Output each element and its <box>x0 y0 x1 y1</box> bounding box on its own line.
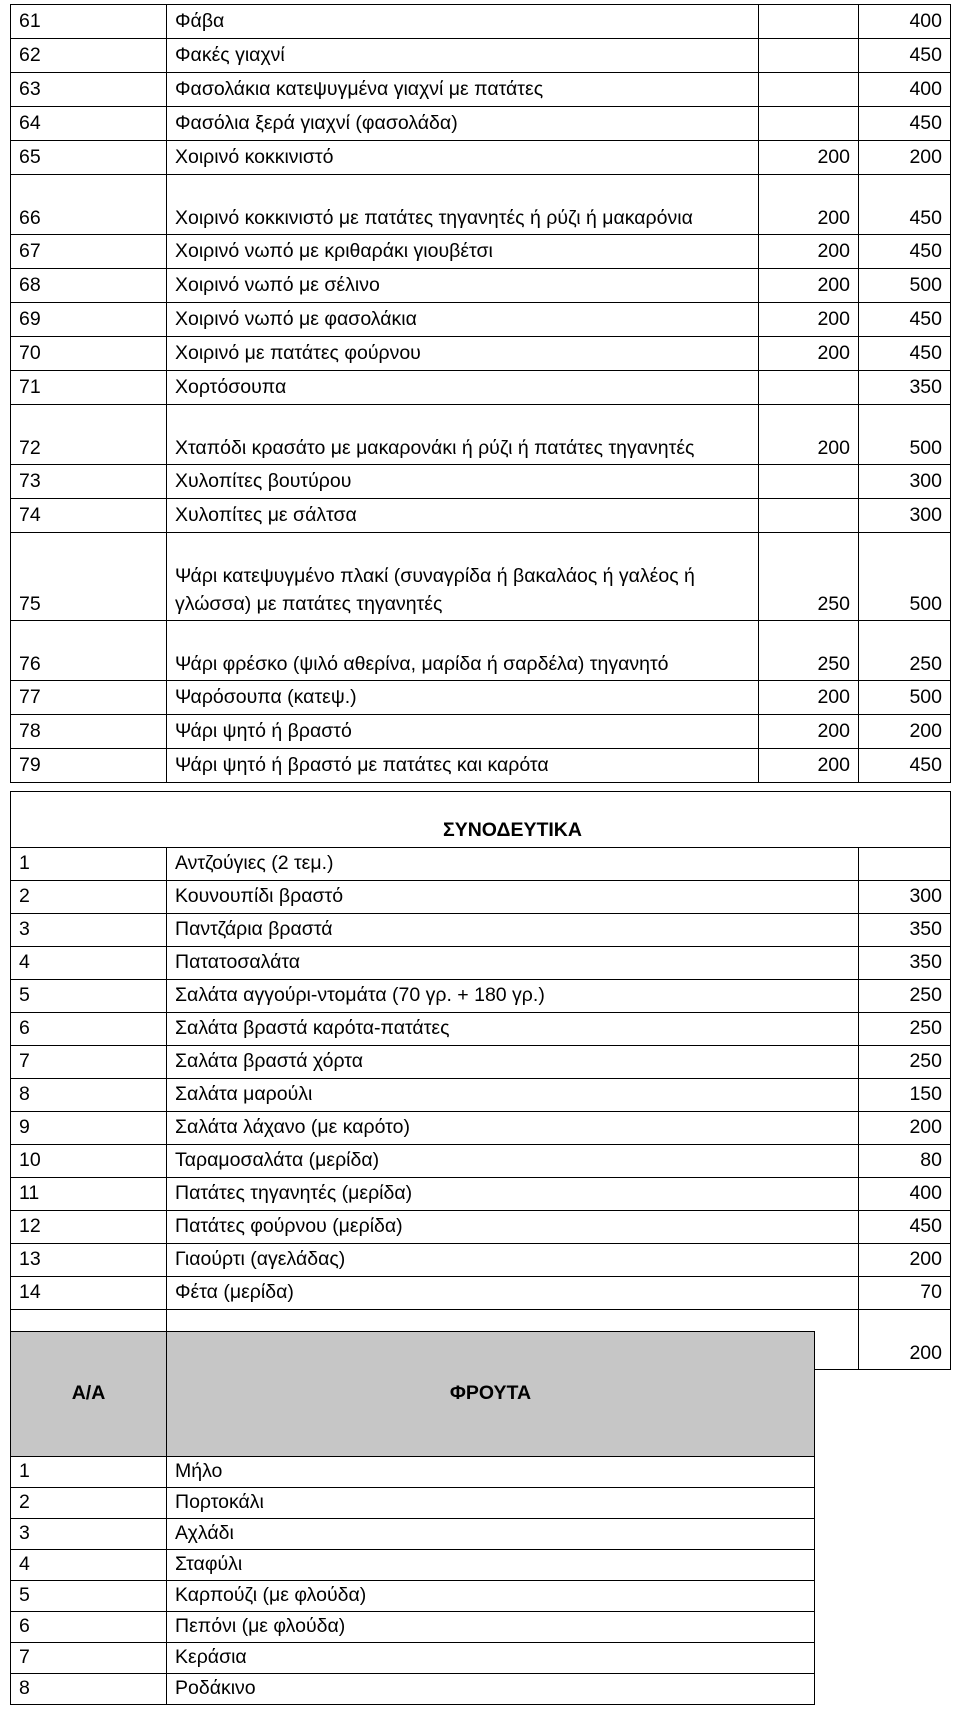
list-item <box>11 1581 815 1612</box>
row-number: 72 <box>11 405 167 465</box>
portion: 150 <box>859 1079 951 1112</box>
fruit-name: Καρπούζι (με φλούδα) <box>167 1581 815 1612</box>
row-number: 11 <box>11 1178 167 1211</box>
row-number: 70 <box>11 337 167 371</box>
portion: 400 <box>859 1178 951 1211</box>
sides-header-blank-right <box>859 791 951 848</box>
list-item <box>11 1112 951 1145</box>
side-name: Πατάτες τηγανητές (μερίδα) <box>167 1178 859 1211</box>
sides-header-row <box>11 791 951 848</box>
dish-name: Χοιρινό με πατάτες φούρνου <box>167 337 759 371</box>
portion-small: 250 <box>759 621 859 681</box>
sides-header-blank <box>11 791 167 848</box>
portion <box>859 848 951 881</box>
portion-large: 200 <box>859 715 951 749</box>
list-item <box>11 1519 815 1550</box>
table-row <box>11 235 951 269</box>
portion-small <box>759 499 859 533</box>
row-number: 77 <box>11 681 167 715</box>
portion: 350 <box>859 947 951 980</box>
portion: 300 <box>859 881 951 914</box>
portion-large: 450 <box>859 337 951 371</box>
dish-name: Χυλοπίτες με σάλτσα <box>167 499 759 533</box>
list-item <box>11 1457 815 1488</box>
portion-small <box>759 5 859 39</box>
portion: 250 <box>859 980 951 1013</box>
list-item <box>11 1612 815 1643</box>
dish-name: Ψάρι ψητό ή βραστό με πατάτες και καρότα <box>167 749 759 783</box>
row-number: 64 <box>11 107 167 141</box>
side-name: Παντζάρια βραστά <box>167 914 859 947</box>
side-name: Σαλάτα βραστά χόρτα <box>167 1046 859 1079</box>
row-number: 14 <box>11 1277 167 1310</box>
dish-name: Χοιρινό νωπό με κριθαράκι γιουβέτσι <box>167 235 759 269</box>
dish-name: Χοιρινό κοκκινιστό με πατάτες τηγανητές ή ρύζι ή μακαρόνια <box>167 175 759 235</box>
side-name: Φέτα (μερίδα) <box>167 1277 859 1310</box>
portion: 200 <box>859 1112 951 1145</box>
list-item <box>11 1079 951 1112</box>
portion-large: 450 <box>859 303 951 337</box>
fruits-table <box>10 1331 815 1705</box>
portion: 250 <box>859 1013 951 1046</box>
list-item <box>11 1244 951 1277</box>
fruits-header-row <box>11 1332 815 1457</box>
list-item <box>11 1178 951 1211</box>
portion-small: 200 <box>759 715 859 749</box>
list-item <box>11 947 951 980</box>
row-number: 75 <box>11 533 167 621</box>
table-row <box>11 337 951 371</box>
sides-title: ΣΥΝΟΔΕΥΤΙΚΑ <box>443 819 582 841</box>
portion-large: 450 <box>859 39 951 73</box>
portion-small <box>759 371 859 405</box>
portion-large: 400 <box>859 73 951 107</box>
table-row <box>11 73 951 107</box>
portion: 350 <box>859 914 951 947</box>
fruit-name: Πορτοκάλι <box>167 1488 815 1519</box>
side-name: Σαλάτα λάχανο (με καρότο) <box>167 1112 859 1145</box>
list-item <box>11 1013 951 1046</box>
row-number: 2 <box>11 881 167 914</box>
list-item <box>11 1145 951 1178</box>
table-row <box>11 681 951 715</box>
table-row <box>11 303 951 337</box>
table-row <box>11 499 951 533</box>
row-number: 61 <box>11 5 167 39</box>
list-item <box>11 1643 815 1674</box>
dish-name: Χοιρινό νωπό με σέλινο <box>167 269 759 303</box>
list-item <box>11 914 951 947</box>
portion-small <box>759 465 859 499</box>
portion-large: 350 <box>859 371 951 405</box>
portion: 250 <box>859 1046 951 1079</box>
row-number: 6 <box>11 1612 167 1643</box>
portion-large: 450 <box>859 749 951 783</box>
fruit-name: Αχλάδι <box>167 1519 815 1550</box>
portion-small: 200 <box>759 405 859 465</box>
row-number: 66 <box>11 175 167 235</box>
dish-name: Φάβα <box>167 5 759 39</box>
row-number: 5 <box>11 1581 167 1612</box>
portion-small: 200 <box>759 681 859 715</box>
list-item <box>11 1046 951 1079</box>
side-name: Κουνουπίδι βραστό <box>167 881 859 914</box>
table-row <box>11 533 951 621</box>
row-number: 7 <box>11 1643 167 1674</box>
row-number: 62 <box>11 39 167 73</box>
portion-large: 500 <box>859 269 951 303</box>
fruits-body <box>11 1332 815 1705</box>
row-number: 76 <box>11 621 167 681</box>
row-number: 3 <box>11 1519 167 1550</box>
row-number: 69 <box>11 303 167 337</box>
table-row <box>11 371 951 405</box>
table-row <box>11 141 951 175</box>
fruits-title: ΦΡΟΥΤΑ <box>167 1332 815 1457</box>
portion-small: 200 <box>759 235 859 269</box>
table-row <box>11 465 951 499</box>
table-row <box>11 621 951 681</box>
list-item <box>11 1277 951 1310</box>
list-item <box>11 1674 815 1705</box>
row-number: 4 <box>11 947 167 980</box>
fruit-name: Μήλο <box>167 1457 815 1488</box>
row-number: 71 <box>11 371 167 405</box>
table-row <box>11 39 951 73</box>
portion-large: 500 <box>859 533 951 621</box>
table-row <box>11 5 951 39</box>
row-number: 12 <box>11 1211 167 1244</box>
side-name: Ταραμοσαλάτα (μερίδα) <box>167 1145 859 1178</box>
portion-large: 250 <box>859 621 951 681</box>
portion-large: 450 <box>859 107 951 141</box>
list-item <box>11 1488 815 1519</box>
fruit-name: Ροδάκινο <box>167 1674 815 1705</box>
portion: 70 <box>859 1277 951 1310</box>
fruits-col-num: Α/Α <box>11 1332 167 1457</box>
dish-name: Φασολάκια κατεψυγμένα γιαχνί με πατάτες <box>167 73 759 107</box>
dish-name: Χορτόσουπα <box>167 371 759 405</box>
row-number: 79 <box>11 749 167 783</box>
sides-table <box>10 791 951 1370</box>
row-number: 5 <box>11 980 167 1013</box>
list-item <box>11 1550 815 1581</box>
dish-name: Χυλοπίτες βουτύρου <box>167 465 759 499</box>
dish-name: Φασόλια ξερά γιαχνί (φασολάδα) <box>167 107 759 141</box>
side-name: Πατατοσαλάτα <box>167 947 859 980</box>
table-row <box>11 749 951 783</box>
row-number: 4 <box>11 1550 167 1581</box>
side-name: Γιαούρτι (αγελάδας) <box>167 1244 859 1277</box>
row-number: 3 <box>11 914 167 947</box>
portion-small: 250 <box>759 533 859 621</box>
table-row <box>11 175 951 235</box>
table-row <box>11 405 951 465</box>
row-number: 63 <box>11 73 167 107</box>
side-name: Σαλάτα βραστά καρότα-πατάτες <box>167 1013 859 1046</box>
dish-name: Ψάρι ψητό ή βραστό <box>167 715 759 749</box>
row-number: 65 <box>11 141 167 175</box>
side-name: Σαλάτα μαρούλι <box>167 1079 859 1112</box>
fruit-name: Κεράσια <box>167 1643 815 1674</box>
portion-large: 450 <box>859 235 951 269</box>
fruit-name: Πεπόνι (με φλούδα) <box>167 1612 815 1643</box>
portion-small <box>759 107 859 141</box>
row-number: 9 <box>11 1112 167 1145</box>
dish-name: Ψάρι κατεψυγμένο πλακί (συναγρίδα ή βακαλάος ή γαλέος ή γλώσσα) με πατάτες τηγανητές <box>167 533 759 621</box>
portion-small <box>759 39 859 73</box>
table-row <box>11 715 951 749</box>
dish-name: Ψαρόσουπα (κατεψ.) <box>167 681 759 715</box>
dish-name: Φακές γιαχνί <box>167 39 759 73</box>
row-number: 8 <box>11 1674 167 1705</box>
row-number: 1 <box>11 848 167 881</box>
row-number: 8 <box>11 1079 167 1112</box>
row-number: 68 <box>11 269 167 303</box>
fruit-name: Σταφύλι <box>167 1550 815 1581</box>
portion: 450 <box>859 1211 951 1244</box>
portion-small: 200 <box>759 337 859 371</box>
row-number: 6 <box>11 1013 167 1046</box>
portion-small: 200 <box>759 175 859 235</box>
side-name: Αντζούγιες (2 τεμ.) <box>167 848 859 881</box>
dish-name: Ψάρι φρέσκο (ψιλό αθερίνα, μαρίδα ή σαρδέλα) τηγανητό <box>167 621 759 681</box>
row-number: 74 <box>11 499 167 533</box>
row-number: 10 <box>11 1145 167 1178</box>
row-number: 13 <box>11 1244 167 1277</box>
list-item <box>11 848 951 881</box>
portion-small <box>759 73 859 107</box>
portion-small: 200 <box>759 749 859 783</box>
table-row <box>11 107 951 141</box>
list-item <box>11 1211 951 1244</box>
portion: 80 <box>859 1145 951 1178</box>
table-row <box>11 269 951 303</box>
side-name: Πατάτες φούρνου (μερίδα) <box>167 1211 859 1244</box>
dish-name: Χοιρινό νωπό με φασολάκια <box>167 303 759 337</box>
row-number: 2 <box>11 1488 167 1519</box>
row-number: 7 <box>11 1046 167 1079</box>
portion-large: 300 <box>859 499 951 533</box>
portion-large: 450 <box>859 175 951 235</box>
row-number: 1 <box>11 1457 167 1488</box>
main-dishes-table <box>10 4 951 783</box>
portion-large: 500 <box>859 681 951 715</box>
dish-name: Χοιρινό κοκκινιστό <box>167 141 759 175</box>
list-item <box>11 980 951 1013</box>
sides-body <box>11 791 951 1370</box>
portion-large: 500 <box>859 405 951 465</box>
row-number: 73 <box>11 465 167 499</box>
main-dishes-body <box>11 5 951 783</box>
side-name: Σαλάτα αγγούρι-ντομάτα (70 γρ. + 180 γρ.) <box>167 980 859 1013</box>
portion-small: 200 <box>759 269 859 303</box>
list-item <box>11 881 951 914</box>
portion: 200 <box>859 1244 951 1277</box>
row-number: 67 <box>11 235 167 269</box>
portion: 200 <box>859 1310 951 1370</box>
portion-small: 200 <box>759 303 859 337</box>
row-number: 78 <box>11 715 167 749</box>
portion-large: 200 <box>859 141 951 175</box>
portion-large: 400 <box>859 5 951 39</box>
portion-small: 200 <box>759 141 859 175</box>
dish-name: Χταπόδι κρασάτο με μακαρονάκι ή ρύζι ή πατάτες τηγανητές <box>167 405 759 465</box>
portion-large: 300 <box>859 465 951 499</box>
